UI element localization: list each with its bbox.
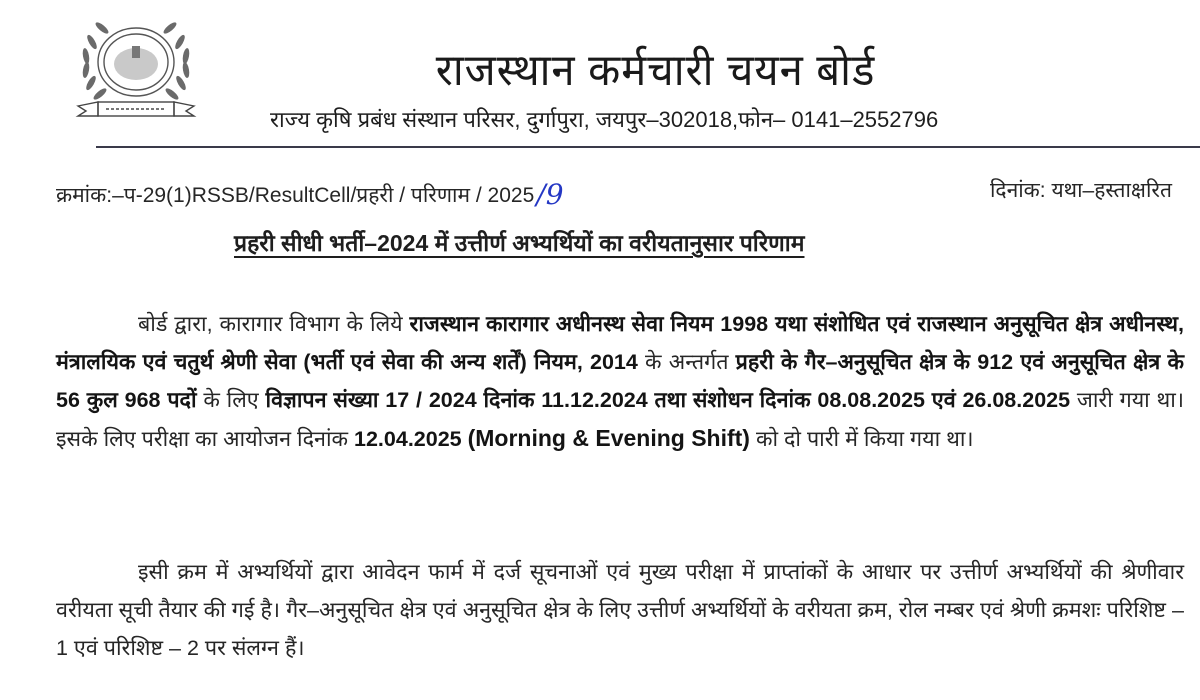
para1-rules-bold: राजस्थान कारागार अधीनस्थ सेवा नियम 1998 यथा संशोधित एवं राजस्थान अनुसूचित क्षेत्र अधीनस्थ, मंत्रालयिक एवं चतुर्थ श्रेणी सेवा (भर्ती एवं सेवा की अन्य शर्तें) नियम, 2014 [56,312,1184,374]
reference-number [56,176,564,209]
rssb-emblem-logo-icon [74,12,198,118]
para1-text: जारी गया था। इसके लिए परीक्षा का आयोजन दिनांक [56,388,1185,451]
para1-text: के अन्तर्गत [637,350,736,374]
header-divider [96,146,1200,148]
para1-text: को दो पारी में किया गया था। [749,427,974,451]
organization-title: राजस्थान कर्मचारी चयन बोर्ड [435,46,876,95]
para1-exam-date-bold: 12.04.2025 [354,427,462,451]
subject-heading: प्रहरी सीधी भर्ती–2024 में उत्तीर्ण अभ्यर्थियों का वरीयतानुसार परिणाम [234,230,805,256]
date-label: दिनांक: [989,179,1046,202]
para1-text: के लिए [196,388,266,412]
paragraph-1 [56,305,1184,458]
document-date [990,176,1172,204]
para1-text: बोर्ड द्वारा, कारागार विभाग के लिये [138,312,410,336]
para1-shift-bold: (Morning & Evening Shift) [467,425,750,451]
para2-text: इसी क्रम में अभ्यर्थियों द्वारा आवेदन फार्म में दर्ज सूचनाओं एवं मुख्य परीक्षा में प्राप्तांकों के आधार पर उत्तीर्ण अभ्यर्थियों की श्रेणीवार वरीयता सूची तैयार की गई है। गैर–अनुसूचित क्षेत्र एवं अनुसूचित क्षेत्र के लिए उत्तीर्ण अभ्यर्थियों के वरीयता क्रम, रोल नम्बर एवं श्रेणी क्रमशः परिशिष्ट – 1 एवं परिशिष्ट – 2 पर संलग्न हैं। [56,560,1184,660]
handwritten-serial: /9 [536,178,564,211]
paragraph-2 [56,553,1184,667]
reference-label: क्रमांक:– [56,184,124,207]
organization-address: राज्य कृषि प्रबंध संस्थान परिसर, दुर्गापुरा, जयपुर–302018,फोन– 0141–2552796 [270,107,939,132]
para1-advertisement-bold: विज्ञापन संख्या 17 / 2024 दिनांक 11.12.2024 तथा संशोधन दिनांक 08.08.2025 एवं 26.08.2025 [265,388,1071,412]
reference-value: प-29(1)RSSB/ResultCell/प्रहरी / परिणाम / 2025 [123,184,535,207]
para1-posts-bold: प्रहरी के गैर–अनुसूचित क्षेत्र के 912 एवं अनुसूचित क्षेत्र के 56 कुल 968 पदों [56,350,1184,412]
date-value: यथा–हस्ताक्षरित [1051,179,1172,202]
